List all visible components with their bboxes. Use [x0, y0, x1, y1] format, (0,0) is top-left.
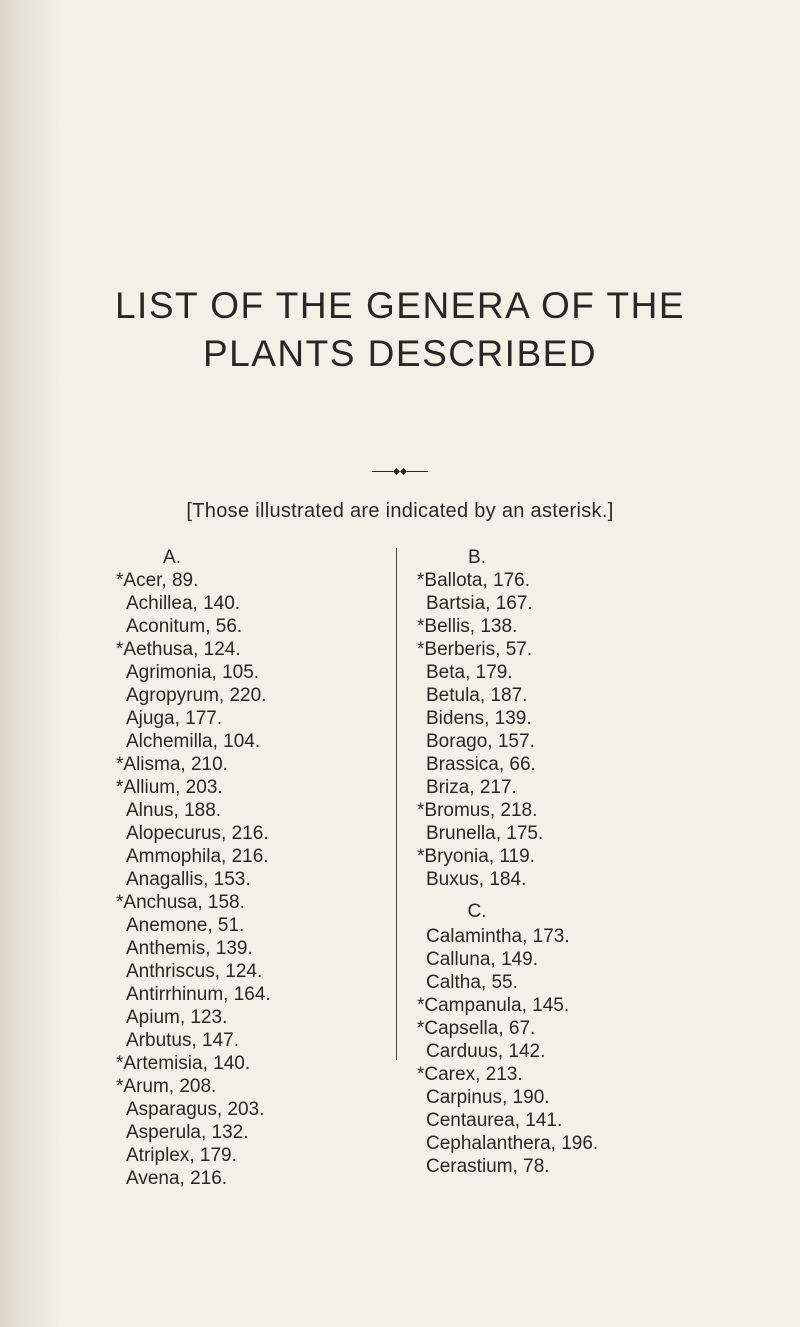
- genus-entry: Cephalanthera, 196.: [426, 1133, 599, 1154]
- genus-entry: *Capsella, 67.: [417, 1018, 536, 1039]
- genus-entry: *Ballota, 176.: [417, 570, 531, 591]
- genera-list-b: [417, 569, 747, 891]
- genus-entry: Centaurea, 141.: [426, 1110, 563, 1131]
- genus-entry: *Carex, 213.: [417, 1064, 523, 1085]
- genus-entry: Ajuga, 177.: [126, 708, 223, 729]
- genus-entry: Anemone, 51.: [126, 915, 245, 936]
- genus-entry: *Bellis, 138.: [417, 616, 518, 637]
- genus-entry: Antirrhinum, 164.: [126, 984, 271, 1005]
- genus-entry: Anagallis, 153.: [126, 869, 251, 890]
- genus-entry: Asperula, 132.: [126, 1122, 249, 1143]
- ornament-divider: [372, 466, 428, 476]
- genus-entry: *Bromus, 218.: [417, 800, 538, 821]
- asterisk-note: [Those illustrated are indicated by an asterisk.]: [186, 500, 614, 522]
- genus-entry: *Acer, 89.: [116, 570, 199, 591]
- genera-list-a: [116, 569, 386, 1190]
- title-line-2: PLANTS DESCRIBED: [202, 333, 598, 374]
- genus-entry: Bartsia, 167.: [426, 593, 533, 614]
- genus-entry: Bidens, 139.: [426, 708, 532, 729]
- genus-entry: *Aethusa, 124.: [116, 639, 241, 660]
- genus-entry: Cerastium, 78.: [426, 1156, 550, 1177]
- genus-entry: *Bryonia, 119.: [417, 846, 535, 867]
- genus-entry: Calamintha, 173.: [426, 926, 570, 947]
- genus-entry: *Alisma, 210.: [116, 754, 228, 775]
- genus-entry: Arbutus, 147.: [126, 1030, 240, 1051]
- section-letter-a: A.: [163, 547, 181, 568]
- genus-entry: Avena, 216.: [126, 1168, 228, 1189]
- genus-entry: Asparagus, 203.: [126, 1099, 265, 1120]
- genus-entry: Alchemilla, 104.: [126, 731, 261, 752]
- genus-entry: Borago, 157.: [426, 731, 535, 752]
- genus-entry: *Berberis, 57.: [417, 639, 533, 660]
- genus-entry: Apium, 123.: [126, 1007, 228, 1028]
- genus-entry: Brunella, 175.: [426, 823, 544, 844]
- genus-entry: Atriplex, 179.: [126, 1145, 237, 1166]
- genus-entry: Alnus, 188.: [126, 800, 222, 821]
- page-title: [0, 282, 800, 378]
- genus-entry: *Artemisia, 140.: [116, 1053, 251, 1074]
- genus-entry: Ammophila, 216.: [126, 846, 269, 867]
- genus-entry: Calluna, 149.: [426, 949, 538, 970]
- genus-entry: Brassica, 66.: [426, 754, 536, 775]
- genus-entry: Buxus, 184.: [426, 869, 527, 890]
- genus-entry: Achillea, 140.: [126, 593, 241, 614]
- genus-entry: Carduus, 142.: [426, 1041, 546, 1062]
- genus-entry: Carpinus, 190.: [426, 1087, 550, 1108]
- genus-entry: *Anchusa, 158.: [116, 892, 245, 913]
- genus-entry: *Allium, 203.: [116, 777, 223, 798]
- genus-entry: Betula, 187.: [426, 685, 528, 706]
- genus-entry: Beta, 179.: [426, 662, 513, 683]
- section-letter-b: B.: [468, 547, 486, 568]
- genus-entry: Anthemis, 139.: [126, 938, 253, 959]
- genus-entry: Aconitum, 56.: [126, 616, 243, 637]
- genus-entry: *Campanula, 145.: [417, 995, 570, 1016]
- genus-entry: Anthriscus, 124.: [126, 961, 263, 982]
- genera-list-c: [417, 925, 747, 1178]
- genus-entry: Alopecurus, 216.: [126, 823, 269, 844]
- genus-entry: Briza, 217.: [426, 777, 517, 798]
- column-b: [396, 546, 747, 1178]
- genus-entry: Caltha, 55.: [426, 972, 518, 993]
- column-a: [116, 546, 386, 1190]
- section-letter-c: C.: [467, 901, 487, 922]
- page-edge-shadow: [0, 0, 60, 1327]
- genus-entry: Agrimonia, 105.: [126, 662, 260, 683]
- genus-entry: *Arum, 208.: [116, 1076, 217, 1097]
- genus-entry: Agropyrum, 220.: [126, 685, 267, 706]
- title-line-1: LIST OF THE GENERA OF THE: [114, 285, 685, 326]
